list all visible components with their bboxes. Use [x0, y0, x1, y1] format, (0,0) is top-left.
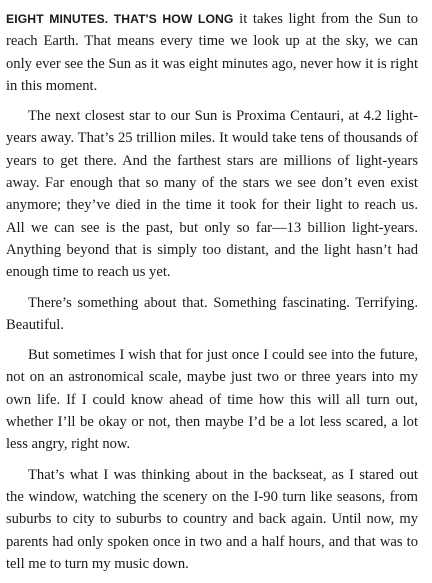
- book-page: [6, 8, 418, 583]
- paragraph-5: That’s what I was thinking about in the backseat, as I stared out the window, watching the scenery on the I-90 turn like seasons, from suburbs to city to suburbs to country and back again. Until now, my parents had only spoken once in two and a half hours, and that was to tell me to turn my music down.: [6, 466, 418, 572]
- opening-lead-in: EIGHT MINUTES. THAT'S HOW LONG: [6, 12, 234, 26]
- paragraph-3: There’s something about that. Something fascinating. Terrifying. Beautiful.: [6, 294, 418, 333]
- paragraph-4: But sometimes I wish that for just once I could see into the future, not on an astronomical scale, maybe just two or three years into my own life. If I could know ahead of time how this will all turn out, whether I’ll be okay or not, then maybe I’d be a lot less scared, a lot less angry, right now.: [6, 347, 418, 453]
- paragraph-1: [6, 8, 418, 97]
- paragraph-1-text: it takes light from the Sun to reach Earth. That means every time we look up at the sky, we can only ever see the Sun as it was eight minutes ago, never how it is right in this moment.: [6, 11, 419, 94]
- paragraph-2: The next closest star to our Sun is Proxima Centauri, at 4.2 light-years away. That’s 25 trillion miles. It would take tens of thousands of years to get there. And the farthest stars are millions of light-years away. Far enough that so many of the stars we see don’t even exist anymore; they’ve died in the time it took for their light to reach us. All we can see is the past, but only so far—13 billion light-years. Anything beyond that is simply too distant, and the light hasn’t had enough time to reach us yet.: [6, 108, 418, 281]
